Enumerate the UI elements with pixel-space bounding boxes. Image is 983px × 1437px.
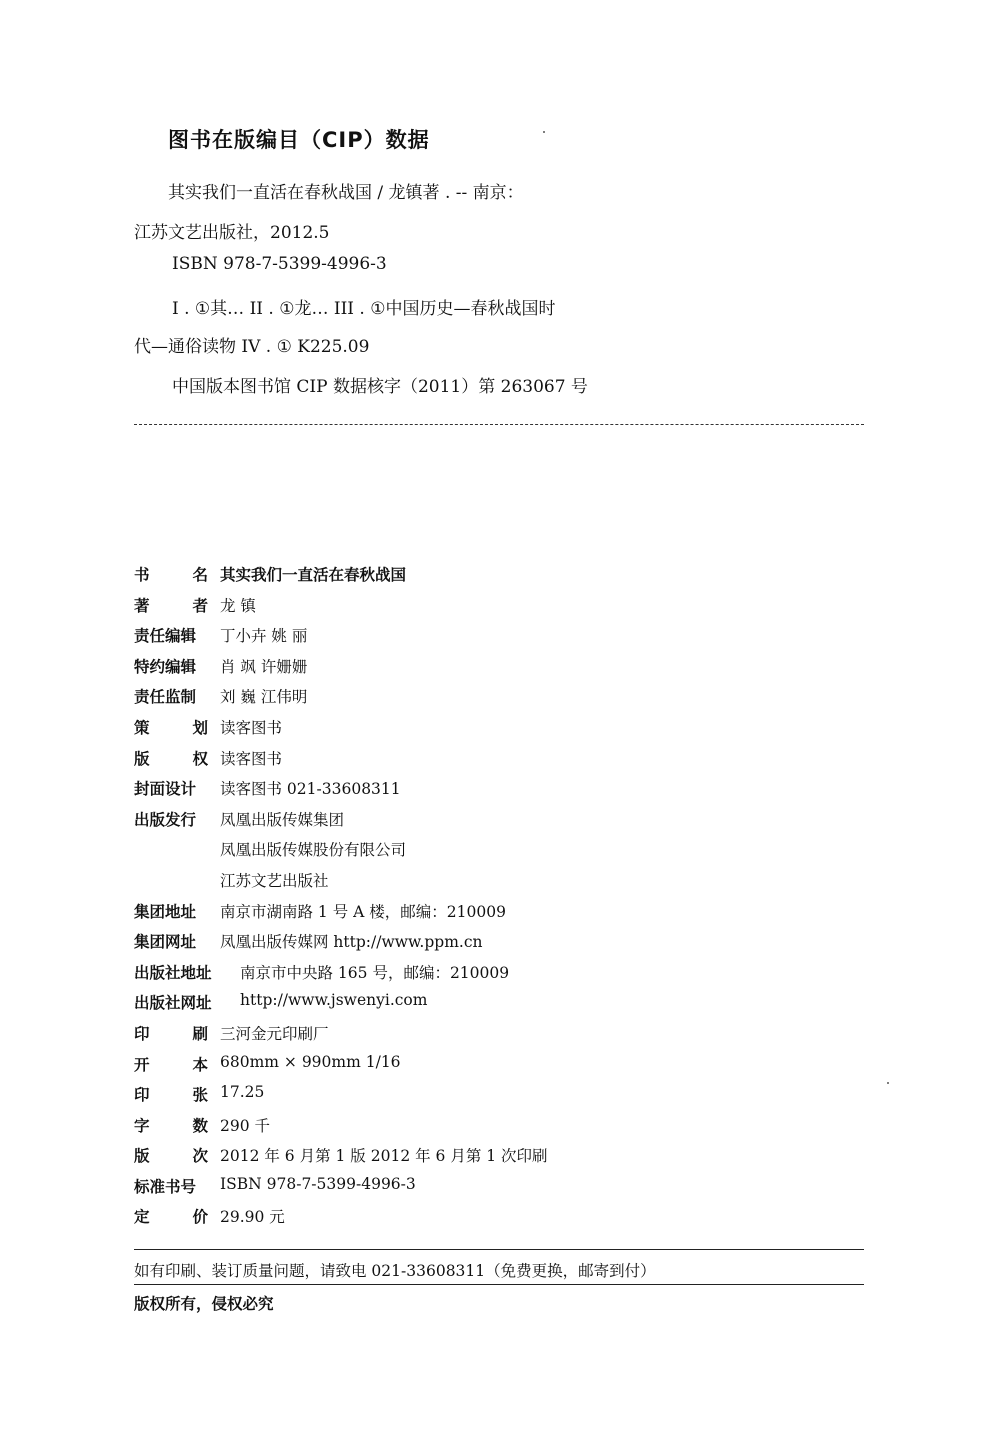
- scan-speck: [887, 1082, 889, 1084]
- info-value: 江苏文艺出版社: [220, 871, 329, 890]
- info-value: 南京市湖南路 1 号 A 楼，邮编：210009: [220, 902, 506, 921]
- info-label: 印 张: [134, 1086, 208, 1105]
- footer-rule-top: [134, 1249, 864, 1250]
- info-label: 责任监制: [134, 688, 197, 707]
- cip-isbn: ISBN 978-7-5399-4996-3: [172, 254, 387, 274]
- info-value: http://www.jswenyi.com: [240, 991, 428, 1010]
- info-value: 凤凰出版传媒网 http://www.ppm.cn: [220, 933, 483, 952]
- info-value: 290 千: [220, 1116, 271, 1135]
- info-row: [134, 716, 874, 747]
- footer-rule-bottom: [134, 1284, 864, 1285]
- info-value: 凤凰出版传媒集团: [220, 810, 345, 829]
- info-row: [134, 747, 874, 778]
- info-label: 集团网址: [134, 933, 197, 952]
- info-row: [134, 655, 874, 686]
- info-row: [134, 930, 874, 961]
- info-row: [134, 900, 874, 931]
- cip-line-1: 其实我们一直活在春秋战国 / 龙镇著 . -- 南京：: [168, 183, 524, 203]
- info-value: 丁小卉 姚 丽: [220, 627, 308, 646]
- info-row: [134, 594, 874, 625]
- info-value: 刘 巍 江伟明: [220, 688, 308, 707]
- quality-notice: 如有印刷、装订质量问题，请致电 021-33608311（免费更换，邮寄到付）: [134, 1262, 656, 1280]
- publication-info: [134, 563, 874, 1236]
- info-row: [134, 1205, 874, 1236]
- info-row: [134, 1144, 874, 1175]
- info-row: [134, 1083, 874, 1114]
- info-value: 读客图书 021-33608311: [220, 780, 401, 799]
- cip-classification-2: 代—通俗读物 IV . ① K225.09: [134, 337, 370, 357]
- info-row: [134, 1114, 874, 1145]
- info-value: 其实我们一直活在春秋战国: [220, 566, 407, 584]
- info-value: 读客图书: [220, 749, 283, 768]
- info-value: 680mm × 990mm 1/16: [220, 1052, 401, 1071]
- cip-title: 图书在版编目（CIP）数据: [168, 128, 430, 152]
- info-row: [134, 961, 874, 992]
- info-label: 定 价: [134, 1208, 208, 1227]
- info-label: 出版社网址: [134, 994, 212, 1013]
- info-label: 集团地址: [134, 902, 197, 921]
- info-value: 2012 年 6 月第 1 版 2012 年 6 月第 1 次印刷: [220, 1147, 548, 1166]
- info-label: 版 权: [134, 749, 208, 768]
- info-value: ISBN 978-7-5399-4996-3: [220, 1174, 416, 1193]
- info-row: [134, 838, 874, 869]
- info-row: [134, 777, 874, 808]
- info-row: [134, 869, 874, 900]
- info-label: 特约编辑: [134, 657, 197, 676]
- info-row: [134, 991, 874, 1022]
- cip-classification-1: I . ①其… II . ①龙… III . ①中国历史—春秋战国时: [172, 299, 556, 319]
- info-value: 三河金元印刷厂: [220, 1024, 329, 1043]
- info-row: [134, 624, 874, 655]
- info-label: 印 刷: [134, 1024, 208, 1043]
- cip-line-2: 江苏文艺出版社，2012.5: [134, 223, 330, 243]
- info-label: 书 名: [134, 566, 208, 584]
- cip-record-number: 中国版本图书馆 CIP 数据核字（2011）第 263067 号: [172, 377, 588, 397]
- info-label: 出版社地址: [134, 963, 212, 982]
- info-label: 开 本: [134, 1055, 208, 1074]
- info-value: 17.25: [220, 1083, 265, 1102]
- info-row: [134, 563, 874, 594]
- info-label: 字 数: [134, 1116, 208, 1135]
- info-label: 封面设计: [134, 780, 197, 799]
- info-label: 策 划: [134, 718, 208, 737]
- info-row: [134, 1175, 874, 1206]
- dashed-divider: [134, 424, 864, 425]
- scan-speck: [543, 131, 545, 133]
- info-value: 29.90 元: [220, 1208, 285, 1227]
- info-value: 南京市中央路 165 号，邮编：210009: [240, 963, 510, 982]
- info-label: 出版发行: [134, 810, 197, 829]
- rights-statement: 版权所有，侵权必究: [134, 1295, 274, 1313]
- info-value: 凤凰出版传媒股份有限公司: [220, 841, 407, 860]
- info-label: 标准书号: [134, 1177, 197, 1196]
- info-value: 读客图书: [220, 718, 283, 737]
- info-label: 著 者: [134, 596, 208, 615]
- info-label: 版 次: [134, 1147, 208, 1166]
- info-value: 肖 飒 许姗姗: [220, 657, 308, 676]
- info-row: [134, 1053, 874, 1084]
- info-row: [134, 685, 874, 716]
- info-label: 责任编辑: [134, 627, 197, 646]
- info-row: [134, 808, 874, 839]
- info-value: 龙 镇: [220, 596, 256, 615]
- info-row: [134, 1022, 874, 1053]
